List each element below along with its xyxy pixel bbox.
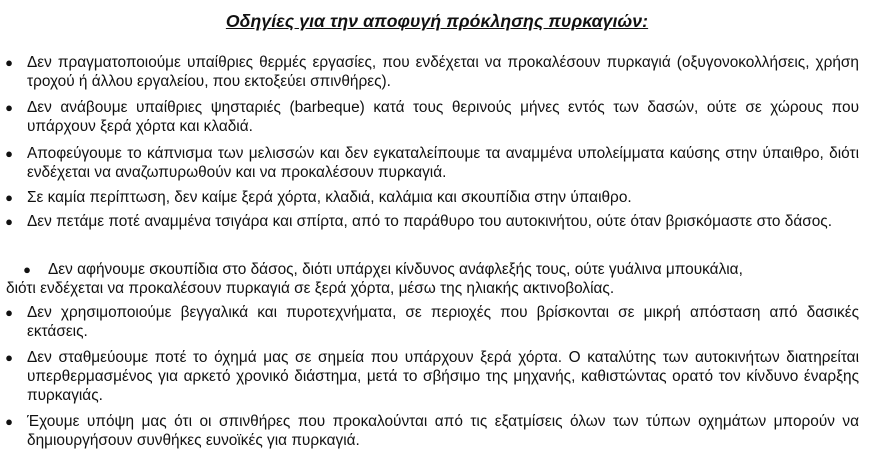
- bullet-icon: ●: [5, 146, 13, 161]
- list-item-text-line: διότι ενδέχεται να προκαλέσουν πυρκαγιά σε ξερά χόρτα, μέσω της ηλιακής ακτινοβολίας.: [6, 280, 615, 297]
- list-item-text: Δεν χρησιμοποιούμε βεγγαλικά και πυροτεχνήματα, σε περιοχές που βρίσκονται σε μικρή απόσταση από δασικές εκτάσεις.: [27, 304, 859, 341]
- bullet-icon: ●: [5, 55, 13, 70]
- list-item-text-line: Δεν αφήνουμε σκουπίδια στο δάσος, διότι υπάρχει κίνδυνος ανάφλεξής τους, ούτε γυάλινα μπουκάλια,: [48, 261, 743, 278]
- list-item-text: Δεν πετάμε ποτέ αναμμένα τσιγάρα και σπίρτα, από το παράθυρο του αυτοκινήτου, ούτε όταν βρισκόμαστε στο δάσος.: [27, 213, 832, 230]
- list-item-text: Δεν πραγματοποιούμε υπαίθριες θερμές εργασίες, που ενδέχεται να προκαλέσουν πυρκαγιά (οξυγονοκολλήσεις, χρήση τροχού ή άλλου εργαλείου, που εκτοξεύει σπινθήρες).: [27, 54, 859, 91]
- list-item-text: Έχουμε υπόψη μας ότι οι σπινθήρες που προκαλούνται από τις εξατμίσεις όλων των τύπων οχημάτων μπορούν να δημιουργήσουν συνθήκες ευνοϊκές για πυρκαγιά.: [27, 413, 859, 450]
- list-item-text: Σε καμία περίπτωση, δεν καίμε ξερά χόρτα, κλαδιά, καλάμια και σκουπίδια στην ύπαιθρο.: [27, 189, 632, 206]
- bullet-icon: ●: [23, 262, 31, 277]
- bullet-icon: ●: [5, 100, 13, 115]
- list-item-text: Αποφεύγουμε το κάπνισμα των μελισσών και δεν εγκαταλείπουμε τα αναμμένα υπολείμματα καύσης στην ύπαιθρο, διότι ενδέχεται να αναζωπυρωθούν και να προκαλέσουν πυρκαγιά.: [27, 145, 859, 182]
- bullet-icon: ●: [5, 350, 13, 365]
- list-item-text: Δεν ανάβουμε υπαίθριες ψησταριές (barbeque) κατά τους θερινούς μήνες εντός των δασών, ούτε σε χώρους που υπάρχουν ξερά χόρτα και κλαδιά.: [27, 99, 859, 136]
- bullet-icon: ●: [5, 414, 13, 429]
- bullet-icon: ●: [5, 305, 13, 320]
- bullet-icon: ●: [5, 190, 13, 205]
- bullet-icon: ●: [5, 214, 13, 229]
- document-title: Οδηγίες για την αποφυγή πρόκλησης πυρκαγιών:: [225, 11, 649, 31]
- list-item-text: Δεν σταθμεύουμε ποτέ το όχημά μας σε σημεία που υπάρχουν ξερά χόρτα. Ο καταλύτης των αυτοκινήτων διατηρείται υπερθερμασμένος για αρκετό χρονικό διάστημα, μετά το σβήσιμο της μηχανής, καθιστώντας ορατό τον κίνδυνο έναρξης πυρκαγιάς.: [27, 349, 859, 405]
